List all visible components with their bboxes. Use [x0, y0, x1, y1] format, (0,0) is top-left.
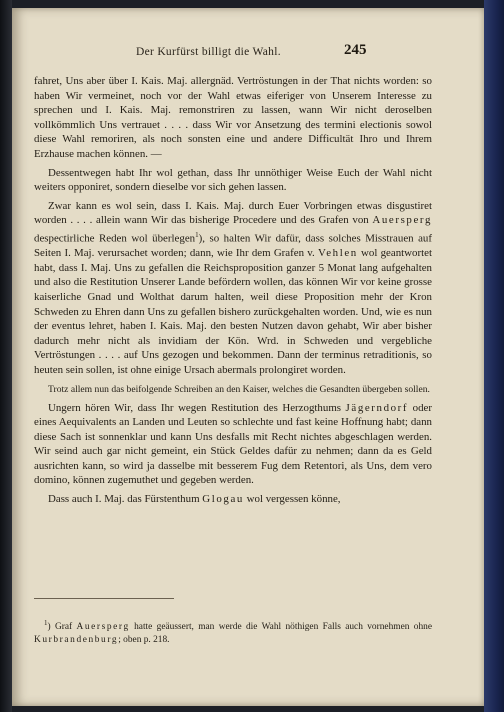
paragraph-4-part-a: Ungern hören Wir, dass Ihr wegen Restitution des Herzogthums [48, 401, 346, 414]
footnote-reference: 1 [195, 230, 199, 239]
page-number: 245 [344, 42, 367, 58]
name-auersperg: Auersperg [372, 214, 432, 227]
name-vehlen: Vehlen [317, 247, 358, 260]
paragraph-3 [34, 199, 432, 378]
paragraph-2: Dessentwegen habt Ihr wol gethan, dass Ihr unnöthiger Weise Euch der Wahl nicht weiters opponiret, sondern dieselbe vor sich gehen lassen. [34, 166, 432, 194]
footnote-name-auersperg: Auersperg [76, 622, 130, 633]
footnote-part-a: ) Graf [47, 622, 77, 633]
paragraph-5-part-a: Dass auch I. Maj. das Fürstenthum [48, 493, 203, 506]
footnote-part-c: ; oben p. 218. [118, 634, 170, 645]
paragraph-4-part-b: oder eines Aequivalents an Landen und Leuten so schlechte und fast keine Hoffnung habt; dann diese Sach ist sonnenklar und kann Uns desfalls mit Recht nichtes abgeschlagen werden. Wir seind auch gar nicht gemeint, ein Stück Geldes dafür zu nehmen; dann da es Geld ausrichten kann, so wird ja dasselbe mit besserem Fug dem Retentori, als Uns, dem vero domino, können zugemuthet und gegeben werden. [34, 401, 432, 487]
book-gutter [0, 0, 12, 712]
book-cover-edge [484, 0, 504, 712]
paragraph-3-part-b: despectirliche Reden wol überlegen [34, 232, 196, 245]
footnote-divider [34, 598, 174, 599]
footnote-part-b: hatte geäussert, man werde die Wahl nöthigen Falls auch vornehmen ohne [129, 622, 432, 633]
paragraph-5-part-b: wol vergessen könne, [243, 493, 341, 506]
page-header [12, 42, 484, 62]
name-glogau: Glogau [202, 493, 244, 506]
paragraph-4 [34, 401, 432, 489]
footnote [34, 617, 432, 646]
paragraph-5 [34, 492, 432, 507]
paragraph-3-part-d: wol geantwortet habt, dass I. Maj. Uns zu gefallen die Reichsproposition ganzer 5 Monat lang aufgehalten und also die Restitution Unserer Lande befördern wollen, das können Wir vor keine grosse kaiserliche Gnad und Wolthat darum halten, weil diese Proposition mehr der Kron Schweden zu Ehren dann Uns zu gefallen bishero zurückgehalten worden. Und, wie es nun der eventus lehret, haben I. Kais. Maj. den besten Nutzen davon gehabt, Wir aber bisher dadurch mehr nicht als invidiam der Kön. Wrd. in Schweden und vergebliche Vertröstungen . . . . auf Uns gezogen und bekommen. Dann der terminus retraditionis, so heuten sein sollen, ist ohne einige Ursach abermals prolongiret worden. [34, 247, 433, 376]
paragraph-3-part-c: ), so halten Wir dafür, dass solches Misstrauen auf Seiten I. Maj. verursachet worden; dann, wie Ihr dem Grafen v. [34, 232, 433, 260]
footnote-marker: 1 [44, 619, 48, 628]
footnote-name-kurbrandenburg: Kurbrandenburg [34, 634, 119, 645]
main-text [34, 74, 432, 507]
running-head: Der Kurfürst billigt die Wahl. [136, 46, 281, 58]
book-page [12, 8, 484, 706]
paragraph-3-part-a: Zwar kann es wol sein, dass I. Kais. Maj. durch Euer Vorbringen etwas disgustiret worden . . . . allein wann Wir das bisherige Procedere und des Grafen von [34, 199, 432, 227]
editorial-note: Trotz allem nun das beifolgende Schreiben an den Kaiser, welches die Gesandten übergeben sollen. [48, 383, 430, 395]
paragraph-1: fahret, Uns aber über I. Kais. Maj. allergnäd. Vertröstungen in der That nichts worden: so haben Wir vermeinet, noch vor der Wahl etwas eiferiger von Unserem Interesse zu sprechen und I. Kais. Maj. remonstriren zu lassen, wann Wir nicht deroselben vollkömmlich Uns vertrauet . . . . dass Wir vor Ansetzung des termini electionis sowol diese Wahl remoriren, als noch sonsten eine und andere Difficultät Ihro und Ihrem Erzhause machen können. — [34, 75, 432, 160]
name-jaegerndorf: Jägerndorf [345, 401, 409, 414]
